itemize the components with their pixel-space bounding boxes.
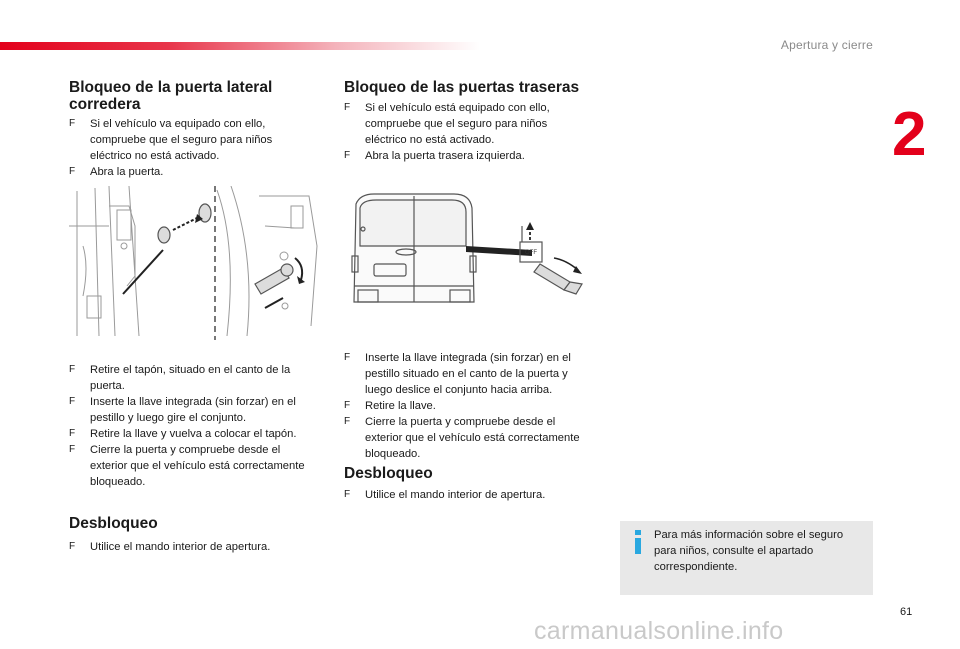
- left-steps-list: [69, 362, 331, 490]
- right-unlock-heading: Desbloqueo: [344, 465, 433, 482]
- right-steps-list: [344, 350, 606, 462]
- list-item: F Retire la llave y vuelva a colocar el tapón.: [69, 428, 297, 440]
- left-heading: Bloqueo de la puerta lateral corredera: [69, 79, 273, 113]
- watermark: carmanualsonline.info: [534, 617, 784, 645]
- left-unlock-heading: Desbloqueo: [69, 515, 158, 532]
- list-item: F Abra la puerta trasera izquierda.: [344, 150, 525, 162]
- rear-doors-lock-illustration: [344, 186, 596, 314]
- info-icon: [632, 530, 644, 554]
- right-unlock-list: [344, 487, 606, 503]
- list-item: F Utilice el mando interior de apertura.: [344, 489, 546, 501]
- list-item: F Abra la puerta.: [69, 166, 164, 178]
- list-item: F Retire el tapón, situado en el canto de la puerta.: [69, 364, 291, 392]
- list-item: F Inserte la llave integrada (sin forzar) en el pestillo situado en el canto de la puerta y luego deslice el conjunto hacia arriba.: [344, 352, 571, 396]
- info-text: Para más información sobre el seguro para niños, consulte el apartado correspondiente.: [654, 529, 844, 573]
- list-item: F Cierre la puerta y compruebe desde el exterior que el vehículo está correctamente bloqueado.: [69, 444, 305, 488]
- right-heading: Bloqueo de las puertas traseras: [344, 79, 580, 96]
- chapter-number: 2: [892, 100, 927, 169]
- sliding-door-lock-illustration: [69, 186, 321, 340]
- list-item: F Inserte la llave integrada (sin forzar) en el pestillo y luego gire el conjunto.: [69, 396, 296, 424]
- left-unlock-list: [69, 539, 331, 555]
- section-title: Apertura y cierre: [780, 38, 873, 52]
- right-intro-list: [344, 100, 606, 164]
- list-item: F Si el vehículo va equipado con ello, compruebe que el seguro para niños eléctrico no está activado.: [69, 118, 273, 162]
- header-accent-bar: [0, 42, 480, 50]
- list-item: F Cierre la puerta y compruebe desde el exterior que el vehículo está correctamente bloqueado.: [344, 416, 580, 460]
- left-intro-list: [69, 116, 329, 180]
- list-item: F Si el vehículo está equipado con ello, compruebe que el seguro para niños eléctrico no está activado.: [344, 102, 550, 146]
- off-label: OFF: [525, 250, 537, 256]
- info-box: [620, 521, 873, 595]
- list-item: F Retire la llave.: [344, 400, 436, 412]
- page-number: 61: [900, 606, 913, 618]
- list-item: F Utilice el mando interior de apertura.: [69, 541, 271, 553]
